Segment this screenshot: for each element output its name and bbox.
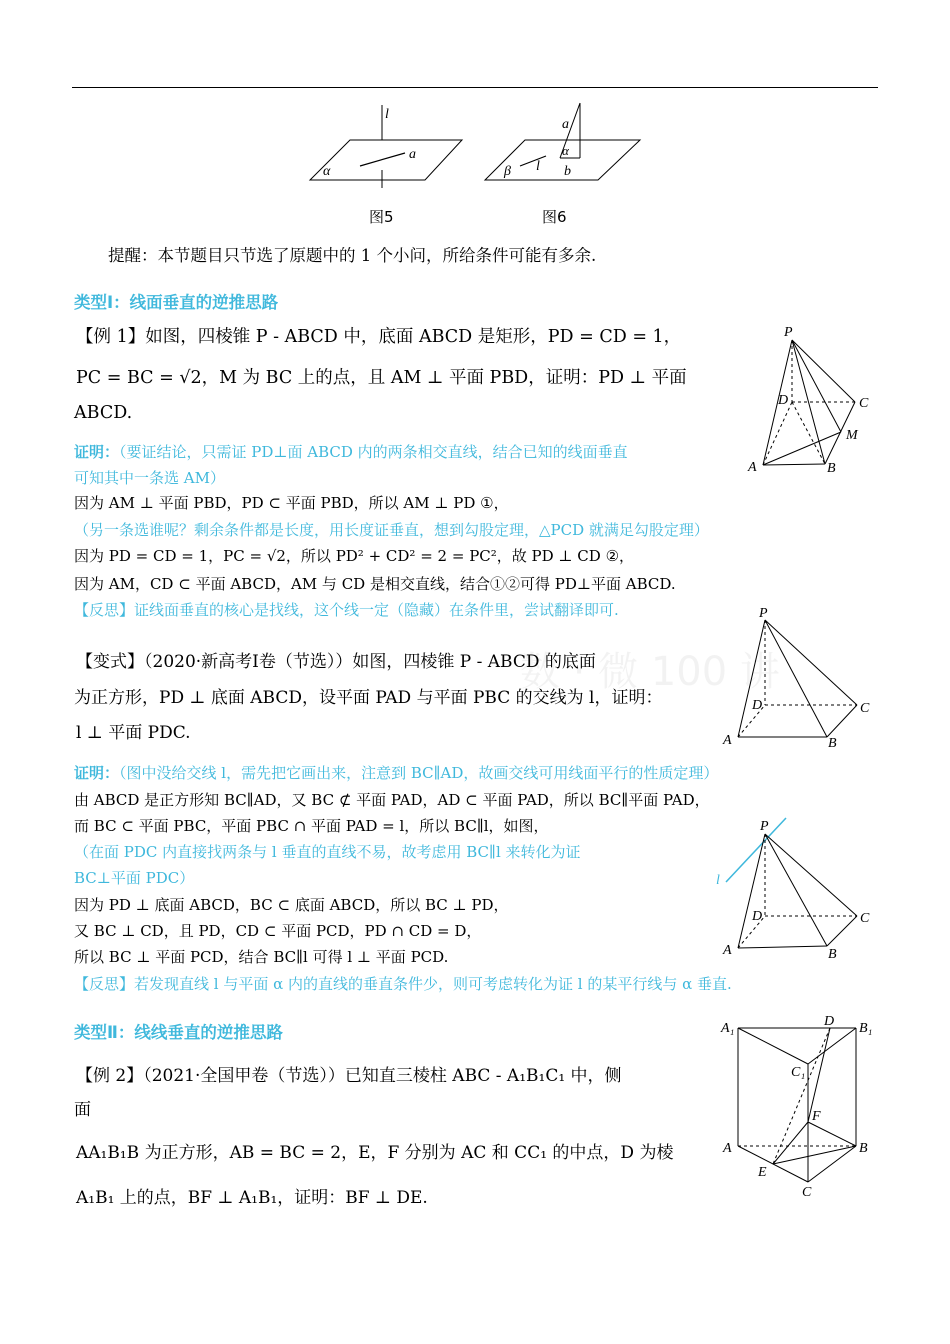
pyramid-figure-1 [745, 322, 880, 482]
p2-label-P: P [759, 606, 768, 621]
type1-heading: 类型Ⅰ：线面垂直的逆推思路 [74, 293, 279, 312]
proof1-line5: 因为 PD = CD = 1，PC = √2，所以 PD² + CD² = 2 = PC²，故 PD ⊥ CD ②， [74, 547, 635, 565]
proof2-line3: 而 BC ⊂ 平面 PBC，平面 PBC ∩ 平面 PAD = l，所以 BC∥l，如图， [74, 817, 549, 835]
proof1-reflect-label: 【反思】 [74, 601, 135, 619]
example1-line3: ABCD. [74, 403, 133, 423]
fig6-label-a: a [562, 117, 569, 132]
pyramid-figure-2 [720, 605, 880, 755]
p2-label-C: C [860, 701, 870, 716]
proof2-reflect-label: 【反思】 [74, 975, 135, 993]
variant-line3: l ⊥ 平面 PDC. [76, 723, 191, 743]
variant-line2: 为正方形，PD ⊥ 底面 ABCD，设平面 PAD 与平面 PBC 的交线为 l，证明： [74, 688, 663, 708]
proof2-hint4: （在面 PDC 内直接找两条与 l 垂直的直线不易，故考虑用 BC∥l 来转化为证 [74, 843, 581, 861]
proof2-line2: 由 ABCD 是正方形知 BC∥AD，又 BC ⊄ 平面 PAD，AD ⊂ 平面 PAD，所以 BC∥平面 PAD， [74, 791, 710, 809]
proof2-line8: 所以 BC ⊥ 平面 PCD，结合 BC∥l 可得 l ⊥ 平面 PCD. [74, 948, 449, 966]
figure-5 [305, 100, 475, 190]
prism-label-B1: B₁ [859, 1021, 873, 1036]
prism-figure [718, 1012, 880, 1202]
top-rule [72, 87, 878, 88]
prism-label-F: F [812, 1109, 821, 1124]
p3-label-C: C [860, 911, 870, 926]
p3-label-B: B [828, 947, 837, 962]
figure-6 [480, 98, 645, 188]
p2-label-D: D [752, 698, 763, 713]
proof1-label: 证明： [74, 443, 120, 461]
fig6-caption: 图6 [542, 208, 567, 226]
fig5-caption: 图5 [369, 208, 394, 226]
type2-heading: 类型Ⅱ：线线垂直的逆推思路 [74, 1023, 283, 1042]
example2-line2: 面 [74, 1100, 91, 1120]
p3-label-l: l [716, 873, 720, 888]
p1-label-B: B [827, 461, 836, 476]
prism-label-C: C [802, 1185, 812, 1200]
p1-label-A: A [748, 460, 757, 475]
proof2-label: 证明： [74, 764, 120, 782]
prism-label-B: B [859, 1141, 868, 1156]
reminder: 提醒：本节题目只节选了原题中的 1 个小问，所给条件可能有多余. [108, 246, 597, 265]
p1-label-D: D [778, 393, 789, 408]
fig5-label-l: l [385, 107, 389, 122]
fig6-label-l: l [536, 159, 540, 174]
proof1-reflect-text: 证线面垂直的核心是找线，这个线一定（隐藏）在条件里，尝试翻译即可. [134, 601, 619, 619]
p3-label-P: P [760, 819, 769, 834]
proof2-hint5: BC⊥平面 PDC） [74, 869, 195, 887]
p2-label-A: A [723, 733, 732, 748]
example1-line2: PC = BC = √2，M 为 BC 上的点，且 AM ⊥ 平面 PBD，证明：PD ⊥ 平面 [76, 368, 687, 388]
example2-line1: 【例 2】（2021·全国甲卷（节选））已知直三棱柱 ABC - A₁B₁C₁ 中，侧 [76, 1066, 622, 1086]
prism-label-A: A [723, 1141, 732, 1156]
p1-label-M: M [846, 428, 858, 443]
example2-line3: AA₁B₁B 为正方形，AB = BC = 2，E，F 分别为 AC 和 CC₁ 的中点，D 为棱 [76, 1143, 674, 1163]
proof2-line7: 又 BC ⊥ CD，且 PD，CD ⊂ 平面 PCD，PD ∩ CD = D， [74, 922, 482, 940]
p1-label-C: C [859, 396, 869, 411]
proof1-line3: 因为 AM ⊥ 平面 PBD，PD ⊂ 平面 PBD，所以 AM ⊥ PD ①， [74, 494, 509, 512]
proof2-reflect-text: 若发现直线 l 与平面 α 内的直线的垂直条件少，则可考虑转化为证 l 的某平行线与 α 垂直. [134, 975, 732, 993]
fig5-label-alpha: α [323, 164, 331, 179]
proof2-line6: 因为 PD ⊥ 底面 ABCD，BC ⊂ 底面 ABCD，所以 BC ⊥ PD， [74, 896, 509, 914]
pyramid-figure-3 [712, 812, 880, 962]
variant-line1: 【变式】（2020·新高考Ⅰ卷（节选））如图，四棱锥 P - ABCD 的底面 [76, 652, 596, 672]
fig6-label-alpha: α [562, 143, 569, 158]
p1-label-P: P [784, 325, 793, 340]
p3-label-D: D [752, 909, 763, 924]
example1-line1: 【例 1】如图，四棱锥 P - ABCD 中，底面 ABCD 是矩形，PD = CD = 1， [76, 327, 682, 347]
p2-label-B: B [828, 736, 837, 751]
proof1-line6: 因为 AM，CD ⊂ 平面 ABCD，AM 与 CD 是相交直线，结合①②可得 PD⊥平面 ABCD. [74, 575, 676, 593]
watermark: 数 · 微 100 讲 [520, 649, 780, 695]
fig5-label-a: a [409, 147, 416, 162]
prism-label-C1: C₁ [791, 1065, 806, 1080]
prism-label-E: E [758, 1165, 767, 1180]
proof1-hint1: （要证结论，只需证 PD⊥面 ABCD 内的两条相交直线，结合已知的线面垂直 [119, 443, 628, 461]
proof1-hint2: 可知其中一条选 AM） [74, 469, 225, 487]
proof1-hint4: （另一条选谁呢？剩余条件都是长度，用长度证垂直，想到勾股定理，△PCD 就满足勾股定理） [74, 521, 709, 539]
proof2-hint1: （图中没给交线 l，需先把它画出来，注意到 BC∥AD，故画交线可用线面平行的性质定理） [119, 764, 719, 782]
fig6-label-b: b [564, 164, 571, 179]
prism-label-D: D [824, 1014, 835, 1029]
fig6-label-beta: β [504, 164, 511, 179]
prism-label-A1: A₁ [721, 1021, 735, 1036]
example2-line4: A₁B₁ 上的点，BF ⊥ A₁B₁，证明：BF ⊥ DE. [76, 1188, 428, 1208]
p3-label-A: A [723, 943, 732, 958]
